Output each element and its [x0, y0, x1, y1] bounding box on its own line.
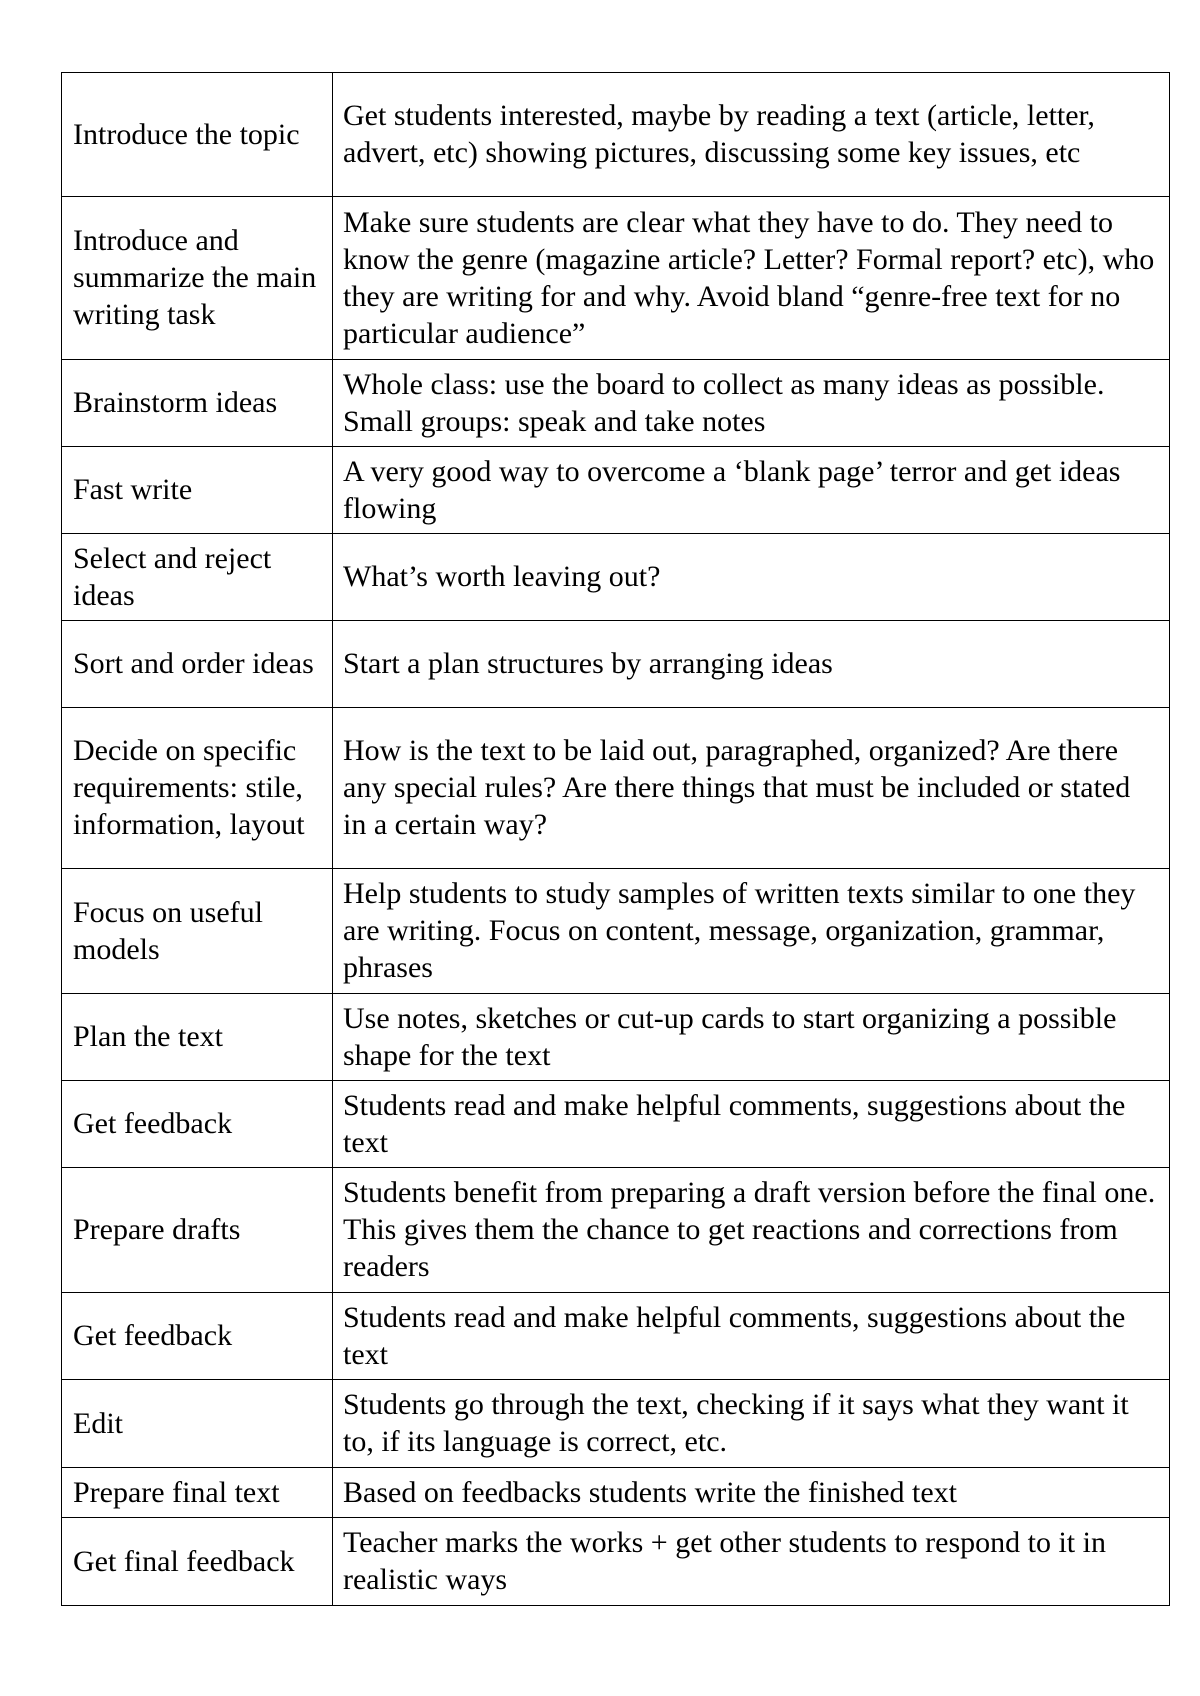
table-row [62, 1081, 1170, 1168]
table-body [62, 73, 1170, 1606]
description-cell: Whole class: use the board to collect as many ideas as possible. Small groups: speak and take notes [333, 360, 1170, 447]
description-cell: Get students interested, maybe by reading a text (article, letter, advert, etc) showing pictures, discussing some key issues, etc [333, 73, 1170, 197]
step-cell: Prepare drafts [62, 1168, 333, 1293]
writing-process-table [61, 72, 1170, 1606]
description-cell: Students benefit from preparing a draft version before the final one. This gives them the chance to get reactions and corrections from readers [333, 1168, 1170, 1293]
table-row [62, 994, 1170, 1081]
step-cell: Introduce and summarize the main writing task [62, 197, 333, 360]
step-cell: Select and reject ideas [62, 534, 333, 621]
step-cell: Prepare final text [62, 1468, 333, 1518]
table-row [62, 708, 1170, 869]
step-cell: Focus on useful models [62, 869, 333, 994]
step-cell: Plan the text [62, 994, 333, 1081]
table-row [62, 1380, 1170, 1468]
step-cell: Brainstorm ideas [62, 360, 333, 447]
description-cell: Start a plan structures by arranging ideas [333, 621, 1170, 708]
table-row [62, 1293, 1170, 1380]
step-cell: Introduce the topic [62, 73, 333, 197]
table-row [62, 1468, 1170, 1518]
description-cell: Students read and make helpful comments, suggestions about the text [333, 1081, 1170, 1168]
step-cell: Get feedback [62, 1293, 333, 1380]
step-cell: Get feedback [62, 1081, 333, 1168]
description-cell: Teacher marks the works + get other students to respond to it in realistic ways [333, 1518, 1170, 1606]
step-cell: Decide on specific requirements: stile, information, layout [62, 708, 333, 869]
description-cell: Students read and make helpful comments, suggestions about the text [333, 1293, 1170, 1380]
step-cell: Get final feedback [62, 1518, 333, 1606]
description-cell: Use notes, sketches or cut-up cards to start organizing a possible shape for the text [333, 994, 1170, 1081]
table-row [62, 360, 1170, 447]
table-row [62, 447, 1170, 534]
table-row [62, 1518, 1170, 1606]
description-cell: Students go through the text, checking if it says what they want it to, if its language is correct, etc. [333, 1380, 1170, 1468]
description-cell: What’s worth leaving out? [333, 534, 1170, 621]
table-row [62, 534, 1170, 621]
step-cell: Sort and order ideas [62, 621, 333, 708]
table-row [62, 621, 1170, 708]
description-cell: Based on feedbacks students write the finished text [333, 1468, 1170, 1518]
description-cell: Help students to study samples of written texts similar to one they are writing. Focus on content, message, organization, grammar, phrases [333, 869, 1170, 994]
description-cell: A very good way to overcome a ‘blank page’ terror and get ideas flowing [333, 447, 1170, 534]
description-cell: Make sure students are clear what they have to do. They need to know the genre (magazine article? Letter? Formal report? etc), who they are writing for and why. Avoid bland “genre-free text for no particular audience” [333, 197, 1170, 360]
step-cell: Fast write [62, 447, 333, 534]
step-cell: Edit [62, 1380, 333, 1468]
table-row [62, 869, 1170, 994]
table-row [62, 1168, 1170, 1293]
table-row [62, 73, 1170, 197]
table-row [62, 197, 1170, 360]
description-cell: How is the text to be laid out, paragraphed, organized? Are there any special rules? Are there things that must be included or stated in a certain way? [333, 708, 1170, 869]
